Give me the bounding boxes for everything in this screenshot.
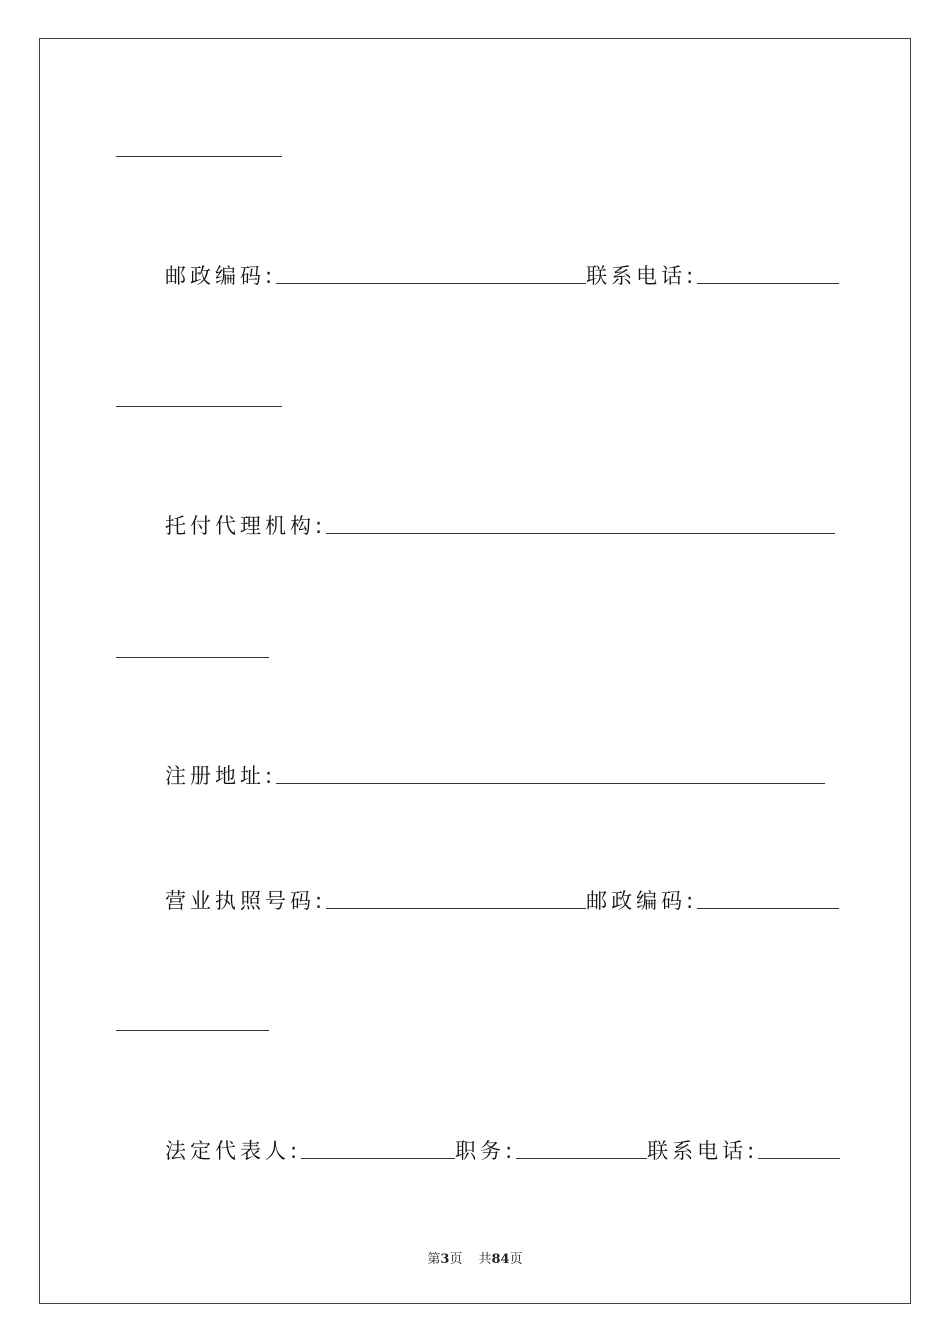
registered-address-row xyxy=(165,758,825,788)
postal-code-field-2[interactable] xyxy=(697,908,839,909)
footer-total-prefix: 共 xyxy=(478,1252,492,1267)
business-license-row xyxy=(165,883,839,913)
agent-organization-continuation[interactable] xyxy=(116,657,269,658)
postal-code-continuation[interactable] xyxy=(116,1030,269,1031)
phone-label: 联系电话: xyxy=(586,264,698,288)
business-license-field[interactable] xyxy=(326,908,586,909)
postal-code-label: 邮政编码: xyxy=(165,264,277,288)
phone-field-2[interactable] xyxy=(758,1158,840,1159)
agent-organization-field[interactable] xyxy=(326,533,835,534)
phone-label-2: 联系电话: xyxy=(647,1139,759,1163)
footer-page-current: 3 xyxy=(440,1252,450,1267)
continuation-blank-line[interactable] xyxy=(116,156,282,157)
legal-representative-field[interactable] xyxy=(301,1158,455,1159)
postal-code-label-2: 邮政编码: xyxy=(586,889,698,913)
footer-page-unit: 页 xyxy=(449,1252,463,1267)
postal-code-field[interactable] xyxy=(276,283,586,284)
agent-organization-label: 托付代理机构: xyxy=(165,514,327,538)
business-license-label: 营业执照号码: xyxy=(165,889,327,913)
position-field[interactable] xyxy=(516,1158,647,1159)
agent-organization-row xyxy=(165,508,835,538)
footer-page-prefix: 第 xyxy=(427,1252,441,1267)
phone-field-continuation[interactable] xyxy=(116,406,282,407)
position-label: 职务: xyxy=(455,1139,517,1163)
registered-address-field[interactable] xyxy=(276,783,825,784)
page-border xyxy=(39,38,911,1304)
footer-page-total: 84 xyxy=(491,1252,510,1267)
legal-representative-label: 法定代表人: xyxy=(165,1139,302,1163)
phone-field[interactable] xyxy=(697,283,839,284)
page-footer xyxy=(0,1248,950,1267)
footer-total-unit: 页 xyxy=(509,1252,523,1267)
legal-representative-row xyxy=(165,1133,840,1163)
registered-address-label: 注册地址: xyxy=(165,764,277,788)
postal-phone-row xyxy=(165,258,839,288)
